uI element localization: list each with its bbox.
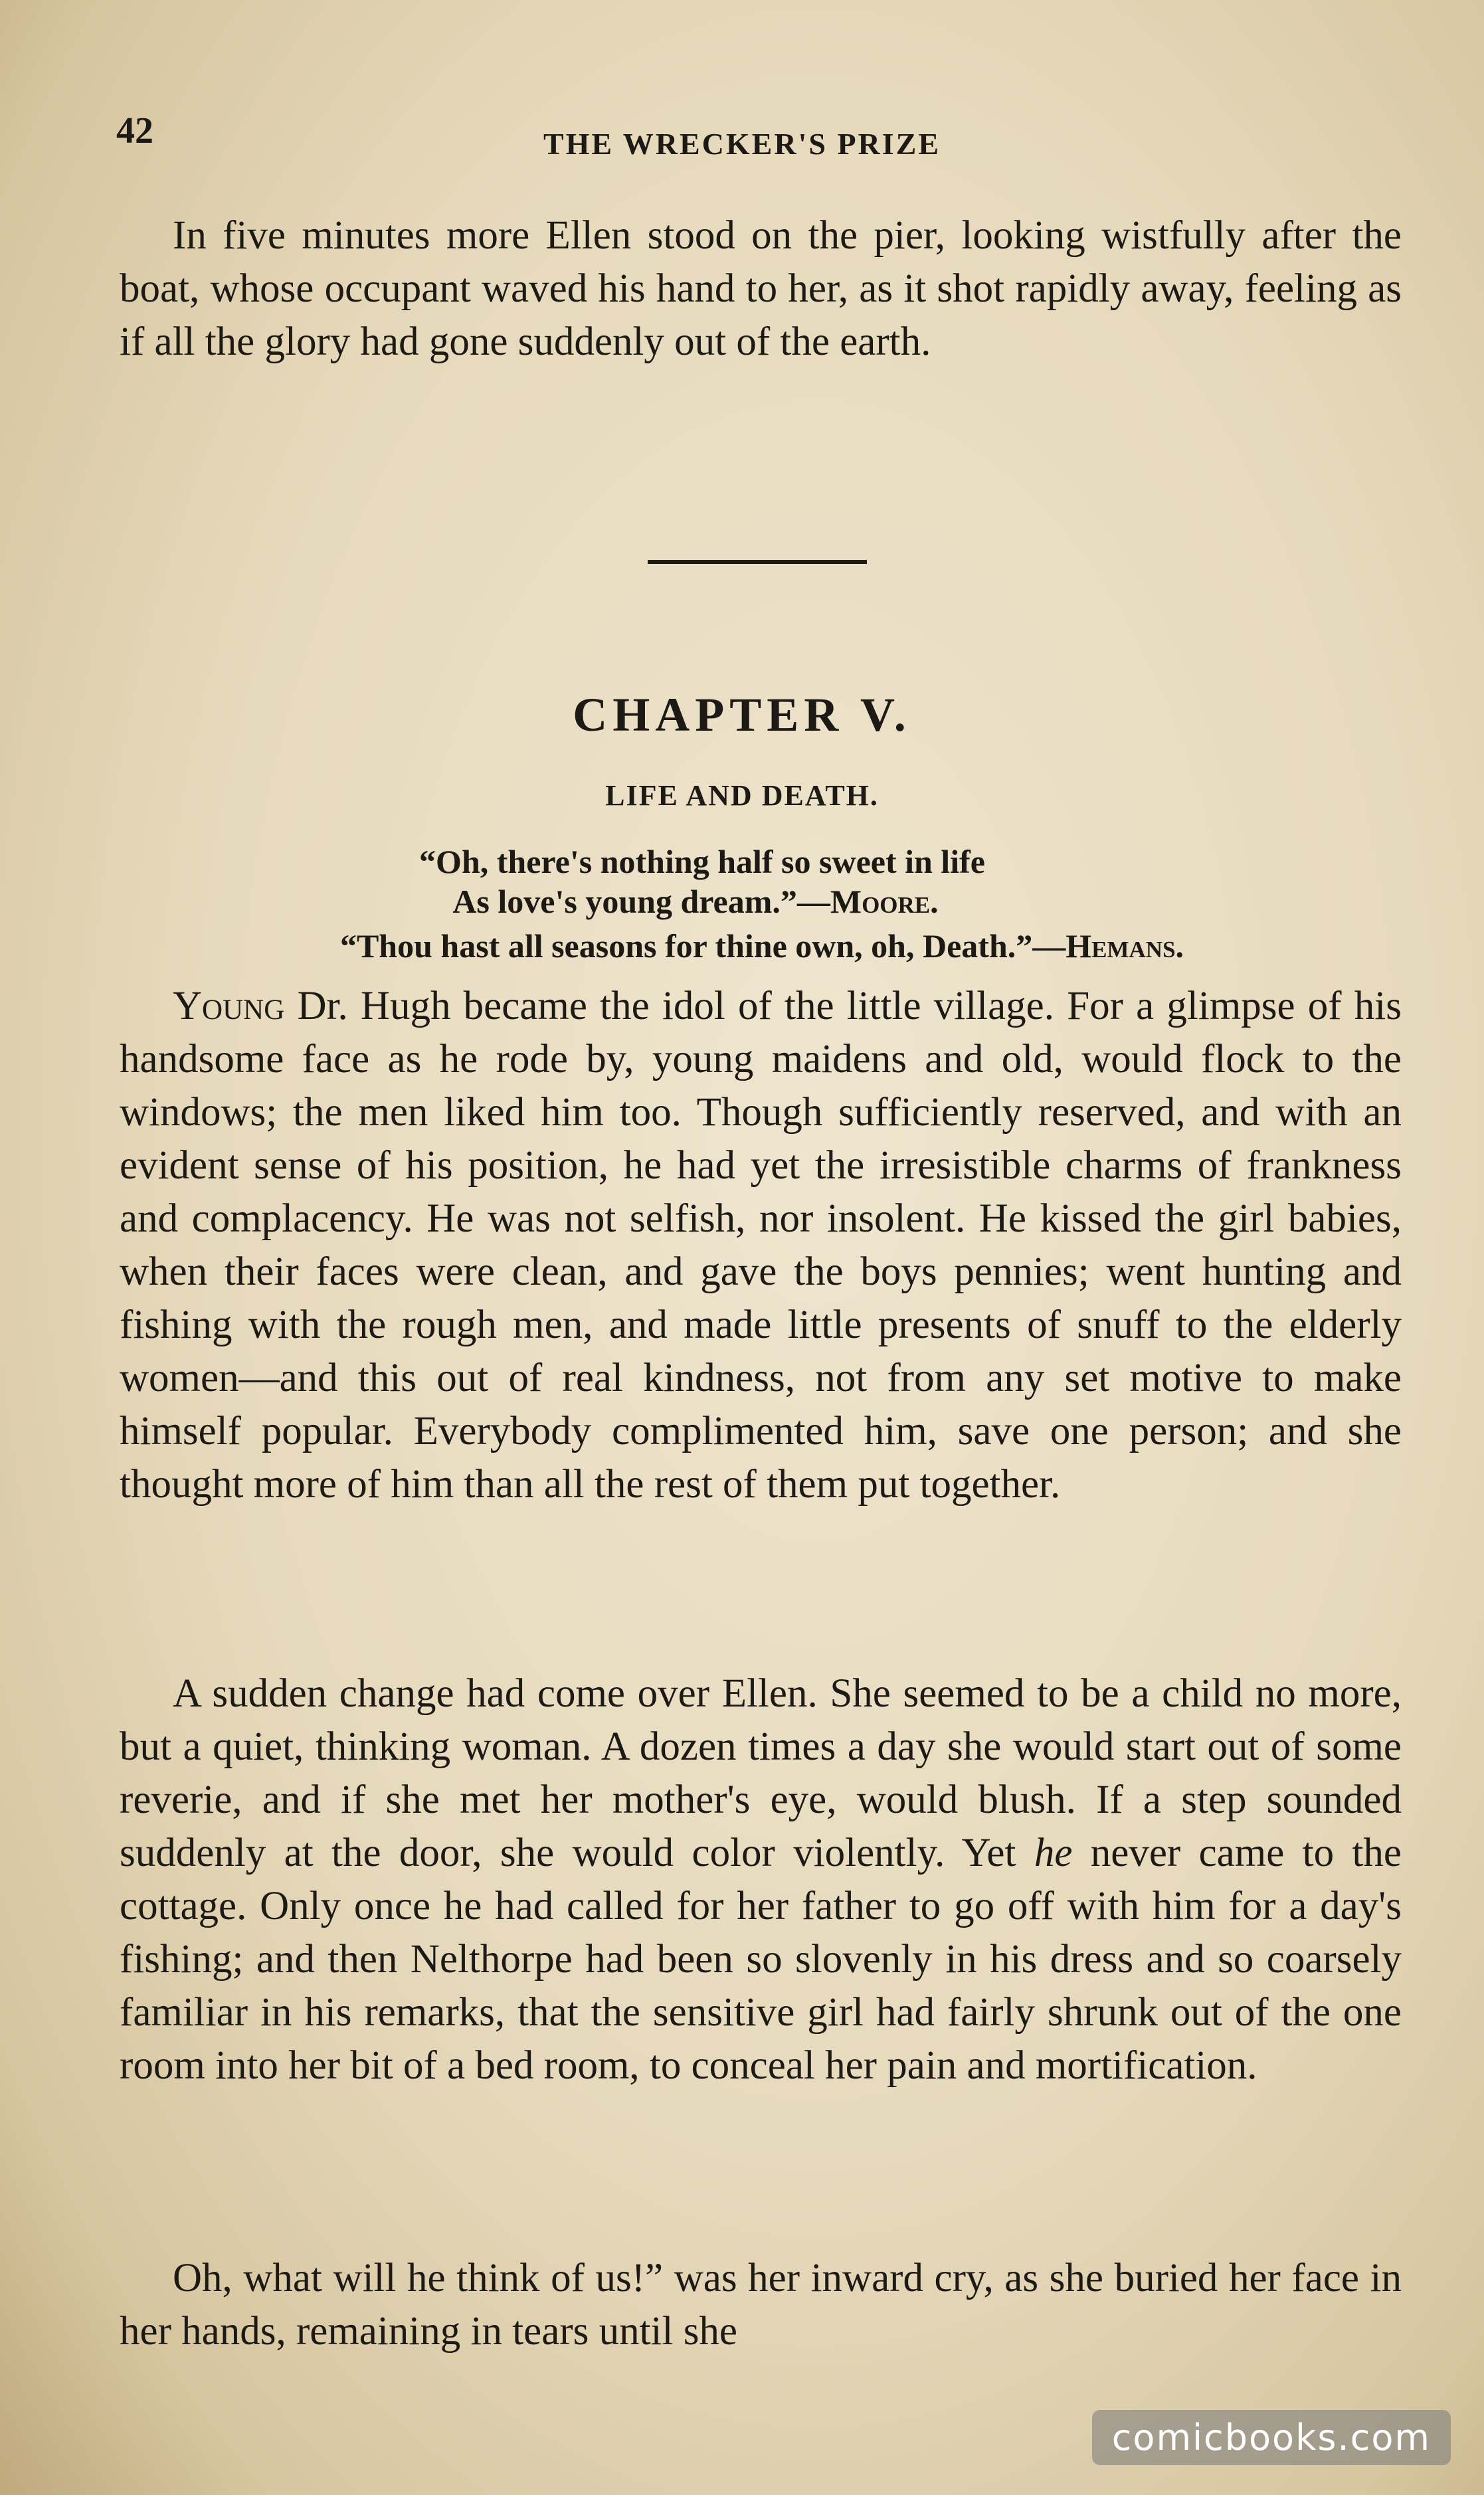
running-head: THE WRECKER'S PRIZE (543, 127, 941, 161)
body-paragraph (120, 1667, 1402, 2092)
opening-paragraph (120, 209, 1402, 369)
chapter-subtitle: LIFE AND DEATH. (605, 779, 879, 812)
italic-word: he (1034, 1831, 1073, 1875)
body-paragraph (120, 2252, 1402, 2358)
epigraph-author: Moore. (830, 883, 939, 920)
epigraph-author: Hemans. (1066, 927, 1184, 965)
paragraph-part: never came to the cottage. Only once he had called for her father to go off with him for a day's fishing; and then Nelthorpe had been so slovenly in his dress and so coarsely familiar in his remarks, that the sensitive girl had fairly shrunk out of the one room into her bit of a bed room, to conceal her pain and mortification. (120, 1831, 1402, 2088)
epigraph-text: As love's young dream.”— (452, 883, 830, 920)
body-paragraph (120, 980, 1402, 1511)
paragraph-text (120, 980, 1402, 1511)
paragraph-part: A sudden change had come over Ellen. She seemed to be a child no more, but a quiet, thinking woman. A dozen times a day she would start out of some reverie, and if she met her mother's eye, would blush. If a step sounded suddenly at the door, she would color violently. Yet (120, 1671, 1402, 1875)
epigraph-line (20, 927, 1484, 965)
paragraph-text (120, 1667, 1402, 2092)
epigraph-text: “Thou hast all seasons for thine own, oh, Death.”— (339, 927, 1066, 965)
section-divider (648, 560, 867, 564)
chapter-title: CHAPTER V. (573, 688, 911, 741)
page-number: 42 (116, 110, 153, 151)
paragraph-lead-word: Young (173, 984, 285, 1028)
paragraph-text: In five minutes more Ellen stood on the pier, looking wistfully after the boat, whose occupant waved his hand to her, as it shot rapidly away, feeling as if all the glory had gone suddenly out of the earth. (120, 213, 1402, 364)
epigraph-line (0, 882, 1438, 921)
paragraph-text: Oh, what will he think of us!” was her inward cry, as she buried her face in her hands, remaining in tears until she (120, 2256, 1402, 2354)
epigraph-line: “Oh, there's nothing half so sweet in life (419, 843, 985, 880)
paragraph-rest: Dr. Hugh became the idol of the little village. For a glimpse of his handsome face as he rode by, young maidens and old, would flock to the windows; the men liked him too. Though sufficiently reserved, and with an evident sense of his position, he had yet the irresistible charms of frankness and complacency. He was not selfish, nor insolent. He kissed the girl babies, when their faces were clean, and gave the boys pennies; went hunting and fishing with the rough men, and made little presents of snuff to the elderly women—and this out of real kindness, not from any set motive to make himself popular. Everybody complimented him, save one person; and she thought more of him than all the rest of them put together. (120, 984, 1402, 1507)
site-watermark: comicbooks.com (1092, 2410, 1451, 2465)
